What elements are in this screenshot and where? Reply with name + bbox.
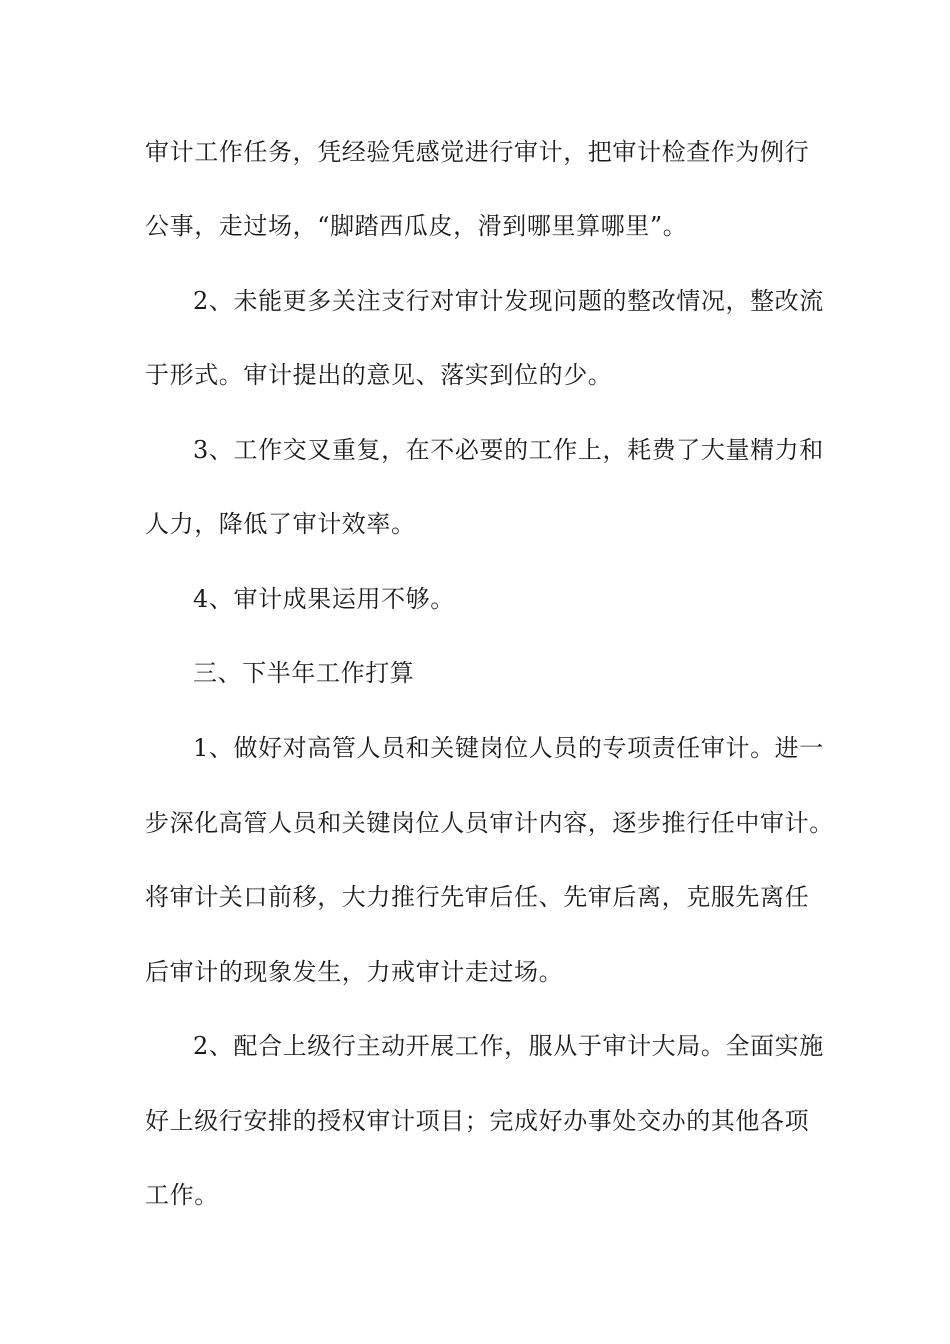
paragraph-1-line-1: 审计工作任务，凭经验凭感觉进行审计，把审计检查作为例行 (145, 138, 810, 166)
section-heading: 三、下半年工作打算 (193, 659, 415, 687)
paragraph-5-line-3: 将审计关口前移，大力推行先审后任、先审后离，克服先离任 (145, 883, 810, 911)
paragraph-4-line-1: 4、审计成果运用不够。 (193, 585, 455, 613)
paragraph-2-line-2: 于形式。审计提出的意见、落实到位的少。 (145, 361, 613, 389)
paragraph-6-line-2: 好上级行安排的授权审计项目；完成好办事处交办的其他各项 (145, 1107, 810, 1135)
paragraph-6-line-1: 2、配合上级行主动开展工作，服从于审计大局。全面实施 (193, 1032, 824, 1060)
paragraph-5-line-2: 步深化高管人员和关键岗位人员审计内容，逐步推行任中审计。 (145, 809, 834, 837)
paragraph-2-line-1: 2、未能更多关注支行对审计发现问题的整改情况，整改流 (193, 287, 824, 315)
paragraph-5-line-4: 后审计的现象发生，力戒审计走过场。 (145, 958, 564, 986)
paragraph-3-line-1: 3、工作交叉重复，在不必要的工作上，耗费了大量精力和 (193, 436, 824, 464)
paragraph-3-line-2: 人力，降低了审计效率。 (145, 510, 416, 538)
paragraph-1-line-2: 公事，走过场，“脚踏西瓜皮，滑到哪里算哪里”。 (145, 212, 688, 240)
paragraph-5-line-1: 1、做好对高管人员和关键岗位人员的专项责任审计。进一 (193, 734, 824, 762)
paragraph-6-line-3: 工作。 (145, 1181, 219, 1209)
